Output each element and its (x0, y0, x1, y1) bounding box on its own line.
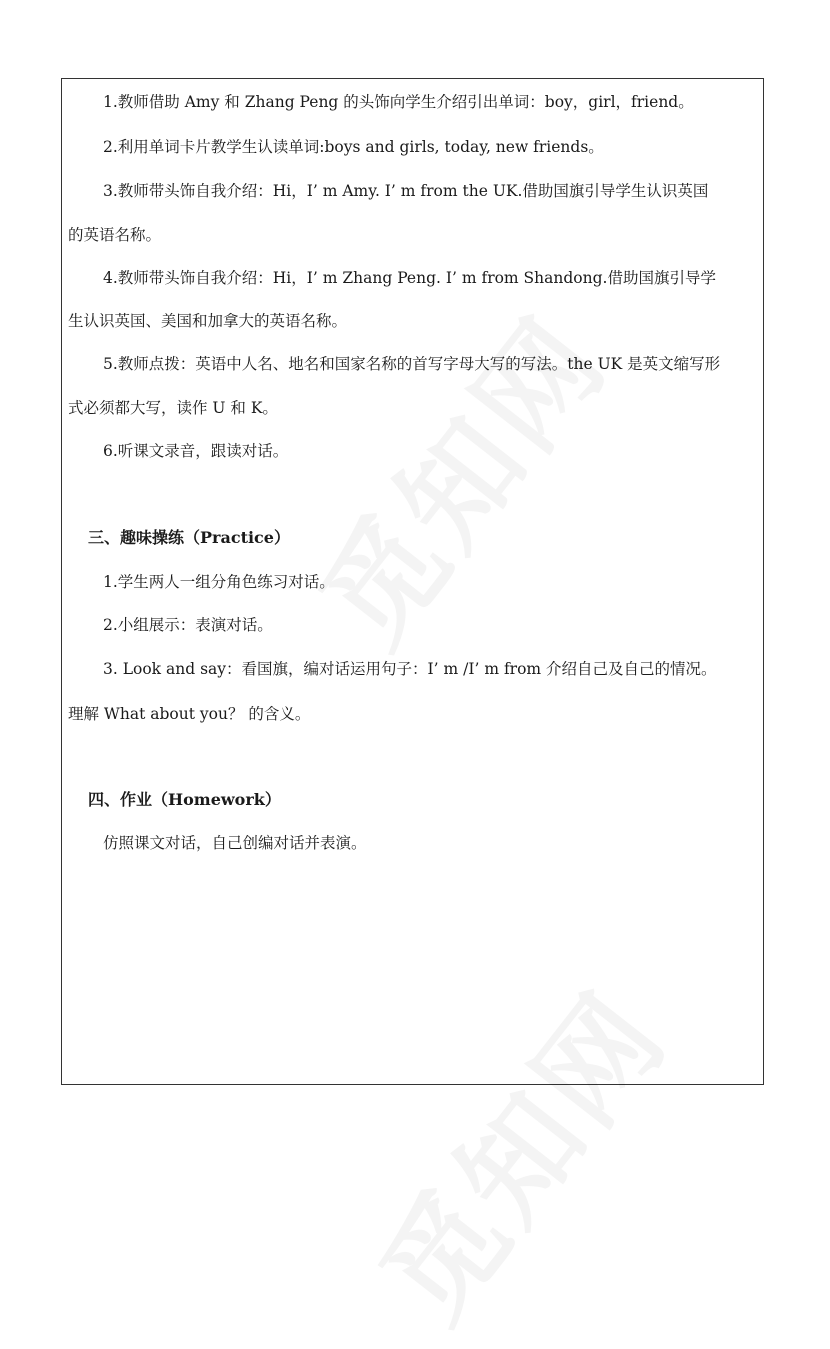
procedure-step-3-line-2: 的英语名称。 (68, 226, 162, 244)
homework-heading: 四、作业（Homework） (88, 790, 281, 809)
practice-step-2: 2.小组展示：表演对话。 (103, 616, 273, 634)
practice-heading: 三、趣味操练（Practice） (88, 528, 290, 547)
homework-text: 仿照课文对话，自己创编对话并表演。 (103, 834, 367, 852)
practice-step-1: 1.学生两人一组分角色练习对话。 (103, 573, 335, 591)
procedure-step-1: 1.教师借助 Amy 和 Zhang Peng 的头饰向学生介绍引出单词：boy，girl，friend。 (103, 93, 694, 111)
procedure-step-4-line-1: 4.教师带头饰自我介绍：Hi，I’ m Zhang Peng. I’ m from Shandong.借助国旗引导学 (103, 269, 716, 287)
procedure-step-6: 6.听课文录音，跟读对话。 (103, 442, 289, 460)
procedure-step-5-line-2: 式必须都大写，读作 U 和 K。 (68, 399, 278, 417)
procedure-step-5-line-1: 5.教师点拨：英语中人名、地名和国家名称的首写字母大写的写法。the UK 是英文缩写形 (103, 355, 721, 373)
procedure-step-4-line-2: 生认识英国、美国和加拿大的英语名称。 (68, 312, 348, 330)
procedure-step-3-line-1: 3.教师带头饰自我介绍：Hi，I’ m Amy. I’ m from the UK.借助国旗引导学生认识英国 (103, 182, 709, 200)
practice-step-3-line-2: 理解 What about you？ 的含义。 (68, 705, 311, 723)
procedure-step-2: 2.利用单词卡片教学生认读单词:boys and girls, today, new friends。 (103, 138, 604, 156)
practice-step-3-line-1: 3. Look and say：看国旗，编对话运用句子：I’ m /I’ m from 介绍自己及自己的情况。 (103, 660, 717, 678)
